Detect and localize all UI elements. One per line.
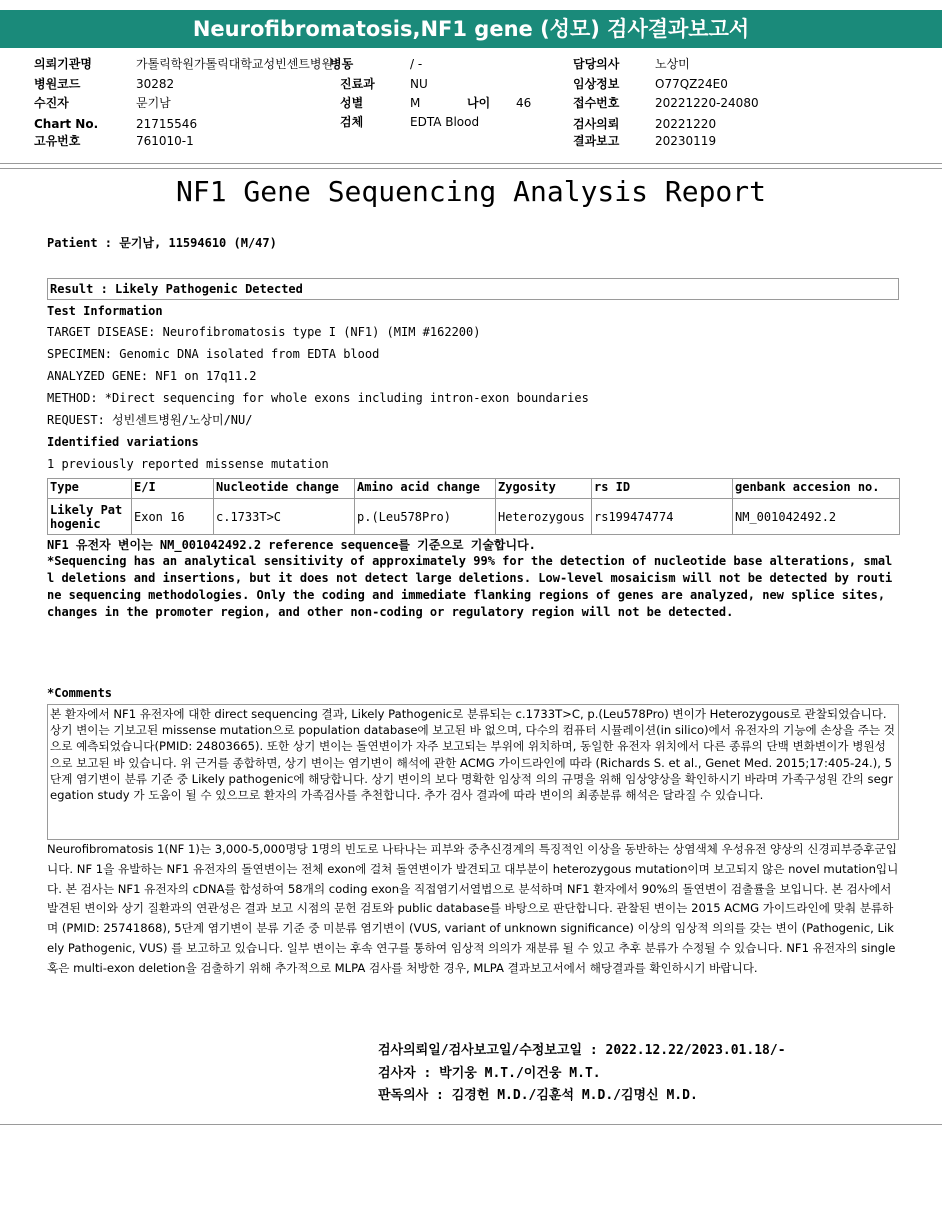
result-line: Result : Likely Pathogenic Detected (50, 282, 303, 296)
signature-physicians: 판독의사 : 김경헌 M.D./김훈석 M.D./김명신 M.D. (378, 1088, 698, 1103)
header-divider (0, 163, 942, 164)
specimen-value: EDTA Blood (410, 115, 480, 129)
report-banner-title: Neurofibromatosis,NF1 gene (성모) 검사결과보고서 (0, 10, 942, 48)
report-title: NF1 Gene Sequencing Analysis Report (175, 175, 766, 208)
specimen-line: SPECIMEN: Genomic DNA isolated from EDTA blood (47, 347, 380, 361)
request-date-value: 20221220 (655, 117, 717, 131)
patient-line: Patient : 문기남, 11594610 (M/47) (47, 236, 277, 250)
examinee-label: 수진자 (34, 96, 69, 110)
test-info-heading: Test Information (47, 304, 163, 318)
clinical-info-label: 임상정보 (573, 77, 620, 91)
variation-table (47, 478, 900, 535)
table-header-cell: Nucleotide change (214, 479, 355, 499)
sensitivity-note: *Sequencing has an analytical sensitivity of approximately 99% for the detection of nucleotide base alterations, small deletions and insertions, but it does not detect large deletions. Low-level mosaicism will not be detected by routine sequencing methodologies. Only the coding and immediate flanking regions of genes are analyzed, new splice sites, changes in the promoter region, and other non-coding or regulatory region will not be detected. (47, 554, 893, 619)
genbank-cell: NM_001042492.2 (733, 499, 900, 535)
age-value: 46 (516, 96, 532, 110)
table-header-cell: Zygosity (496, 479, 592, 499)
method-line: METHOD: *Direct sequencing for whole exons including intron-exon boundaries (47, 391, 589, 405)
table-header-cell: Type (48, 479, 132, 499)
rs-id-cell: rs199474774 (592, 499, 733, 535)
receipt-no-value: 20221220-24080 (655, 96, 759, 110)
department-value: NU (410, 77, 428, 91)
institution-value: 가톨릭학원가톨릭대학교성빈센트병원 (136, 57, 334, 71)
chart-no-value: 21715546 (136, 117, 198, 131)
table-header-cell: Amino acid change (355, 479, 496, 499)
header-divider-secondary (0, 168, 942, 169)
comments-text: Neurofibromatosis 1(NF 1)는 3,000-5,000명당 1명의 빈도로 나타나는 피부와 중추신경계의 특징적인 이상을 동반하는 상염색체 우성유전 양상의 신경피부증후군입니다. NF 1을 유발하는 NF1 유전자의 돌연변이는 전체 exon에 걸쳐 돌연변이가 발견되고 대부분이 heterozygous mutation이며 보고되지 않은 novel mutation입니다. 본 검사는 NF1 유전자의 cDNA를 합성하여 58개의 coding exon을 직접염기서열법으로 분석하며 NF1 환자에서 90%의 돌연변이 검출률을 보입니다. 본 검사에서 발견된 변이와 상기 질환과의 연관성은 결과 보고 시점의 문헌 검토와 public database를 바탕으로 판단합니다. 관찰된 변이는 2015 ACMG 가이드라인에 맞춰 분류하며 (PMID: 25741868), 5단계 염기변이 분류 기준 중 미분류 염기변이 (VUS, variant of unknown significance) 이상의 임상적 의의를 갖는 변이 (Pathogenic, Likely Pathogenic, VUS) 를 보고하고 있습니다. 일부 변이는 후속 연구를 통하여 임상적 의의가 재분류 될 수 있고 추후 분류가 수정될 수 있습니다. NF1 유전자의 single 혹은 multi-exon deletion을 검출하기 위해 추가적으로 MLPA 검사를 처방한 경우, MLPA 결과보고서에서 해당결과를 확인하시기 바랍니다. (47, 842, 899, 975)
request-line: REQUEST: 성빈센트병원/노상미/NU/ (47, 413, 253, 427)
zygosity-cell: Heterozygous (496, 499, 592, 535)
target-disease: TARGET DISEASE: Neurofibromatosis type I (NF1) (MIM #162200) (47, 325, 481, 339)
table-header-cell: rs ID (592, 479, 733, 499)
unique-no-value: 761010-1 (136, 134, 194, 148)
hospital-code-label: 병원코드 (34, 77, 81, 91)
chart-no-label: Chart No. (34, 117, 99, 131)
exon-cell: Exon 16 (132, 499, 214, 535)
reference-note: NF1 유전자 변이는 NM_001042492.2 reference sequence를 기준으로 기술합니다. (47, 538, 536, 552)
table-row (48, 499, 900, 535)
sex-value: M (410, 96, 421, 110)
table-header-cell: E/I (132, 479, 214, 499)
footer-divider (0, 1124, 942, 1125)
doctor-value: 노상미 (655, 57, 690, 71)
clinical-info-value: O77QZ24E0 (655, 77, 728, 91)
report-date-value: 20230119 (655, 134, 717, 148)
doctor-label: 담당의사 (573, 57, 620, 71)
ward-label: 병동 (330, 57, 354, 71)
type-cell: Likely Pathogenic (48, 499, 132, 535)
analyzed-gene: ANALYZED GENE: NF1 on 17q11.2 (47, 369, 257, 383)
identified-heading: Identified variations (47, 435, 199, 449)
table-header-row (48, 479, 900, 499)
table-header-cell: genbank accesion no. (733, 479, 900, 499)
comments-box: 본 환자에서 NF1 유전자에 대한 direct sequencing 결과, Likely Pathogenic로 분류되는 c.1733T>C, p.(Leu578Pro) 변이가 Heterozygous로 관찰되었습니다. 상기 변이는 기보고된 missense mutation으로 population database에 보고된 바 없으며, 다수의 컴퓨터 시뮬레이션(in silico)에서 유전자의 기능에 손상을 주는 것으로 예측되었습니다(PMID: 24803665). 또한 상기 변이는 돌연변이가 자주 보고되는 부위에 위치하며, 동일한 유전자 위치에서 다른 종류의 단백 변화변이가 병원성으로 보고된 바 있습니다. 위 근거를 종합하면, 상기 변이는 염기변이 해석에 관한 ACMG 가이드라인에 따라 (Richards S. et al., Genet Med. 2015;17:405-24.), 5단계 염기변이 분류 기준 중 Likely pathogenic에 해당합니다. 상기 변이의 보다 명확한 임상적 의의 규명을 위해 임상양상을 확인하시기 바라며 가족구성원 간의 segregation study 가 도움이 될 수 있으므로 환자의 가족검사를 추천합니다. 추가 검사 결과에 따라 변이의 최종분류 해석은 달라질 수 있습니다. (47, 704, 899, 840)
unique-no-label: 고유번호 (34, 134, 81, 148)
ward-value: / - (410, 57, 423, 71)
department-label: 진료과 (340, 77, 375, 91)
receipt-no-label: 접수번호 (573, 96, 620, 110)
sex-label: 성별 (340, 96, 364, 110)
age-label: 나이 (467, 96, 491, 110)
hospital-code-value: 30282 (136, 77, 175, 91)
signature-technicians: 검사자 : 박기웅 M.T./이건웅 M.T. (378, 1066, 601, 1081)
identified-summary: 1 previously reported missense mutation (47, 457, 329, 471)
signature-dates: 검사의뢰일/검사보고일/수정보고일 : 2022.12.22/2023.01.18/- (378, 1043, 786, 1058)
request-date-label: 검사의뢰 (573, 117, 620, 131)
specimen-label: 검체 (340, 115, 364, 129)
amino-acid-cell: p.(Leu578Pro) (355, 499, 496, 535)
nucleotide-cell: c.1733T>C (214, 499, 355, 535)
institution-label: 의뢰기관명 (34, 57, 92, 71)
examinee-value: 문기남 (136, 96, 171, 110)
comments-heading: *Comments (47, 686, 113, 700)
report-date-label: 결과보고 (573, 134, 620, 148)
